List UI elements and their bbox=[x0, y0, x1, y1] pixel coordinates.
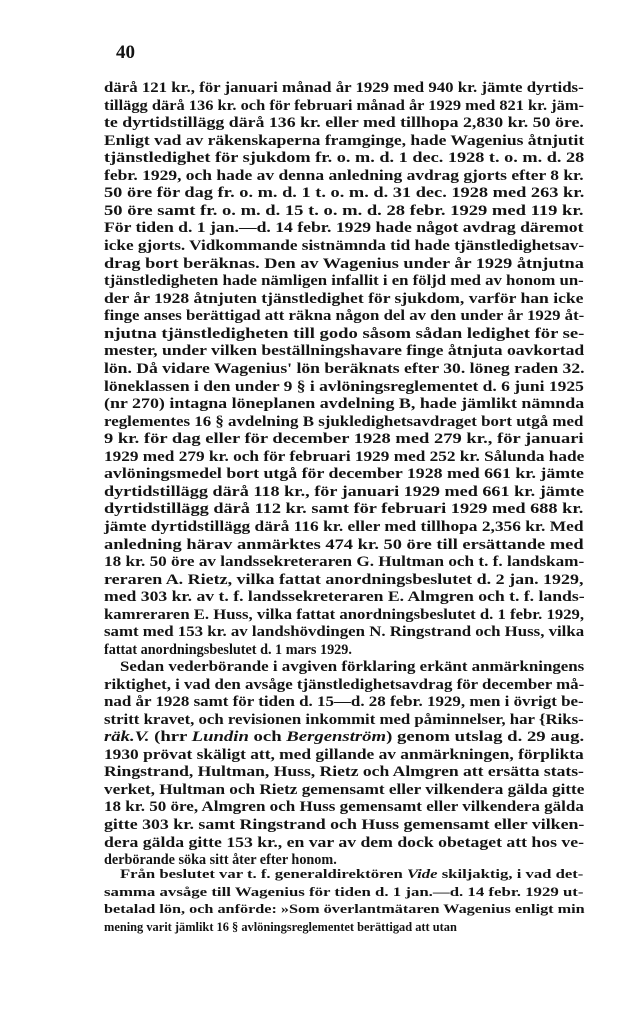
body-line: 50 öre för dag fr. o. m. d. 1 t. o. m. d. 31 dec. 1928 med 263 kr. bbox=[104, 185, 585, 202]
body-line: 9 kr. för dag eller för december 1928 med 279 kr., för januari bbox=[104, 431, 584, 448]
body-line: mester, under vilken beställningshavare finge åtnjuta oavkortad bbox=[104, 343, 585, 360]
body-line: dyrtidstillägg därå 118 kr., för januari 1929 med 661 kr. jämte bbox=[104, 483, 585, 500]
body-line: njutna tjänstledigheten till godo såsom sådan ledighet för se- bbox=[104, 325, 585, 342]
footnote-line: betalad lön, och anförde: »Som överlantmätaren Wagenius enligt min bbox=[104, 902, 585, 916]
body-line: avlöningsmedel bort utgå för december 1928 med 661 kr. jämte bbox=[104, 466, 584, 483]
para2-line: stritt kravet, och revisionen inkommit med påminnelser, har {Riks- bbox=[104, 711, 584, 728]
body-line: dyrtidstillägg därå 112 kr. samt för februari 1929 med 688 kr. bbox=[104, 501, 584, 518]
body-line: lön. Då vidare Wagenius' lön beräknats efter 30. löneg raden 32. bbox=[104, 360, 585, 377]
body-line: febr. 1929, och hade av denna anledning avdrag gjorts efter 8 kr. bbox=[104, 167, 584, 184]
page-number: 40 bbox=[116, 42, 135, 63]
body-line: 50 öre samt fr. o. m. d. 15 t. o. m. d. 28 febr. 1929 med 119 kr. bbox=[104, 202, 584, 219]
para2-line: räk.V. (hrr Lundin och Bergenström) genom utslag d. 29 aug. bbox=[104, 729, 585, 746]
body-line: kamreraren E. Huss, vilka fattat anordningsbeslutet d. 1 febr. 1929, bbox=[104, 606, 585, 623]
body-line: 18 kr. 50 öre av landssekreteraren G. Hultman och t. f. landskam- bbox=[104, 554, 585, 571]
body-line: 1929 med 279 kr. och för februari 1929 med 252 kr. Sålunda hade bbox=[104, 448, 585, 465]
body-line: drag bort beräknas. Den av Wagenius under år 1929 åtnjutna bbox=[104, 255, 584, 272]
body-line: därå 121 kr., för januari månad år 1929 med 940 kr. jämte dyrtids- bbox=[104, 80, 584, 96]
para2-line: riktighet, i vad den avsåge tjänstledighetsavdrag för december må- bbox=[104, 676, 585, 693]
body-line: Enligt vad av räkenskaperna framginge, hade Wagenius åtnjutit bbox=[104, 132, 585, 149]
body-line: tillägg därå 136 kr. och för februari månad år 1929 med 821 kr. jäm- bbox=[104, 97, 584, 114]
body-line: För tiden d. 1 jan.—d. 14 febr. 1929 hade något avdrag däremot bbox=[104, 220, 584, 237]
para2-line: Sedan vederbörande i avgiven förklaring erkänt anmärkningens bbox=[120, 659, 585, 675]
footnote-line: Från beslutet var t. f. generaldirektören Vide skiljaktig, i vad det- bbox=[120, 867, 584, 881]
para2-line: gitte 303 kr. samt Ringstrand och Huss gemensamt eller vilken- bbox=[104, 817, 585, 834]
body-line: icke gjorts. Vidkommande sistnämnda tid hade tjänstledighetsav- bbox=[104, 238, 585, 255]
body-line: jämte dyrtidstillägg därå 116 kr. eller med tillhopa 2,356 kr. Med bbox=[104, 519, 584, 535]
body-line: reraren A. Rietz, vilka fattat anordningsbeslutet d. 2 jan. 1929, bbox=[104, 571, 584, 588]
body-line: med 303 kr. av t. f. landssekreteraren E. Almgren och t. f. lands- bbox=[104, 589, 585, 606]
body-line: finge anses berättigad att räkna någon del av den under år 1929 åt- bbox=[104, 308, 585, 325]
para2-line: Ringstrand, Hultman, Huss, Rietz och Almgren att ersätta stats- bbox=[104, 764, 584, 781]
body-line: reglementes 16 § avdelning B sjukledighetsavdraget bort utgå med bbox=[104, 413, 584, 430]
body-line: (nr 270) intagna löneplanen avdelning B, hade jämlikt nämnda bbox=[104, 396, 585, 413]
body-line: fattat anordningsbeslutet d. 1 mars 1929. bbox=[104, 641, 352, 658]
body-line: tjänstledighet för sjukdom fr. o. m. d. 1 dec. 1928 t. o. m. d. 28 bbox=[104, 150, 585, 167]
para2-line: nad år 1928 samt för tiden d. 15—d. 28 febr. 1929, men i övrigt be- bbox=[104, 694, 584, 711]
body-line: samt med 153 kr. av landshövdingen N. Ringstrand och Huss, vilka bbox=[104, 624, 585, 641]
footnote-line: mening varit jämlikt 16 § avlöningsreglementet berättigad att utan bbox=[104, 919, 457, 934]
para2-line: verket, Hultman och Rietz gemensamt eller vilkendera gälda gitte bbox=[104, 781, 585, 798]
body-line: anledning härav anmärktes 474 kr. 50 öre till ersättande med bbox=[104, 536, 584, 553]
body-line: löneklassen i den under 9 § i avlöningsreglementet d. 6 juni 1925 bbox=[104, 378, 584, 395]
body-line: der år 1928 åtnjuten tjänstledighet för sjukdom, varför han icke bbox=[104, 290, 584, 307]
para2-line: derbörande söka sitt åter efter honom. bbox=[104, 852, 337, 869]
para2-line: dera gälda gitte 153 kr., en var av dem dock obetaget att hos ve- bbox=[104, 834, 585, 851]
body-line: tjänstledigheten hade nämligen infallit i en följd med av honom un- bbox=[104, 273, 584, 290]
footnote-line: samma avsåge till Wagenius för tiden d. 1 jan.—d. 14 febr. 1929 ut- bbox=[104, 884, 584, 899]
para2-line: 1930 prövat skäligt att, med gillande av anmärkningen, förplikta bbox=[104, 746, 584, 763]
body-line: te dyrtidstillägg därå 136 kr. eller med tillhopa 2,830 kr. 50 öre. bbox=[104, 115, 584, 132]
para2-line: 18 kr. 50 öre, Almgren och Huss gemensamt eller vilkendera gälda bbox=[104, 799, 584, 816]
